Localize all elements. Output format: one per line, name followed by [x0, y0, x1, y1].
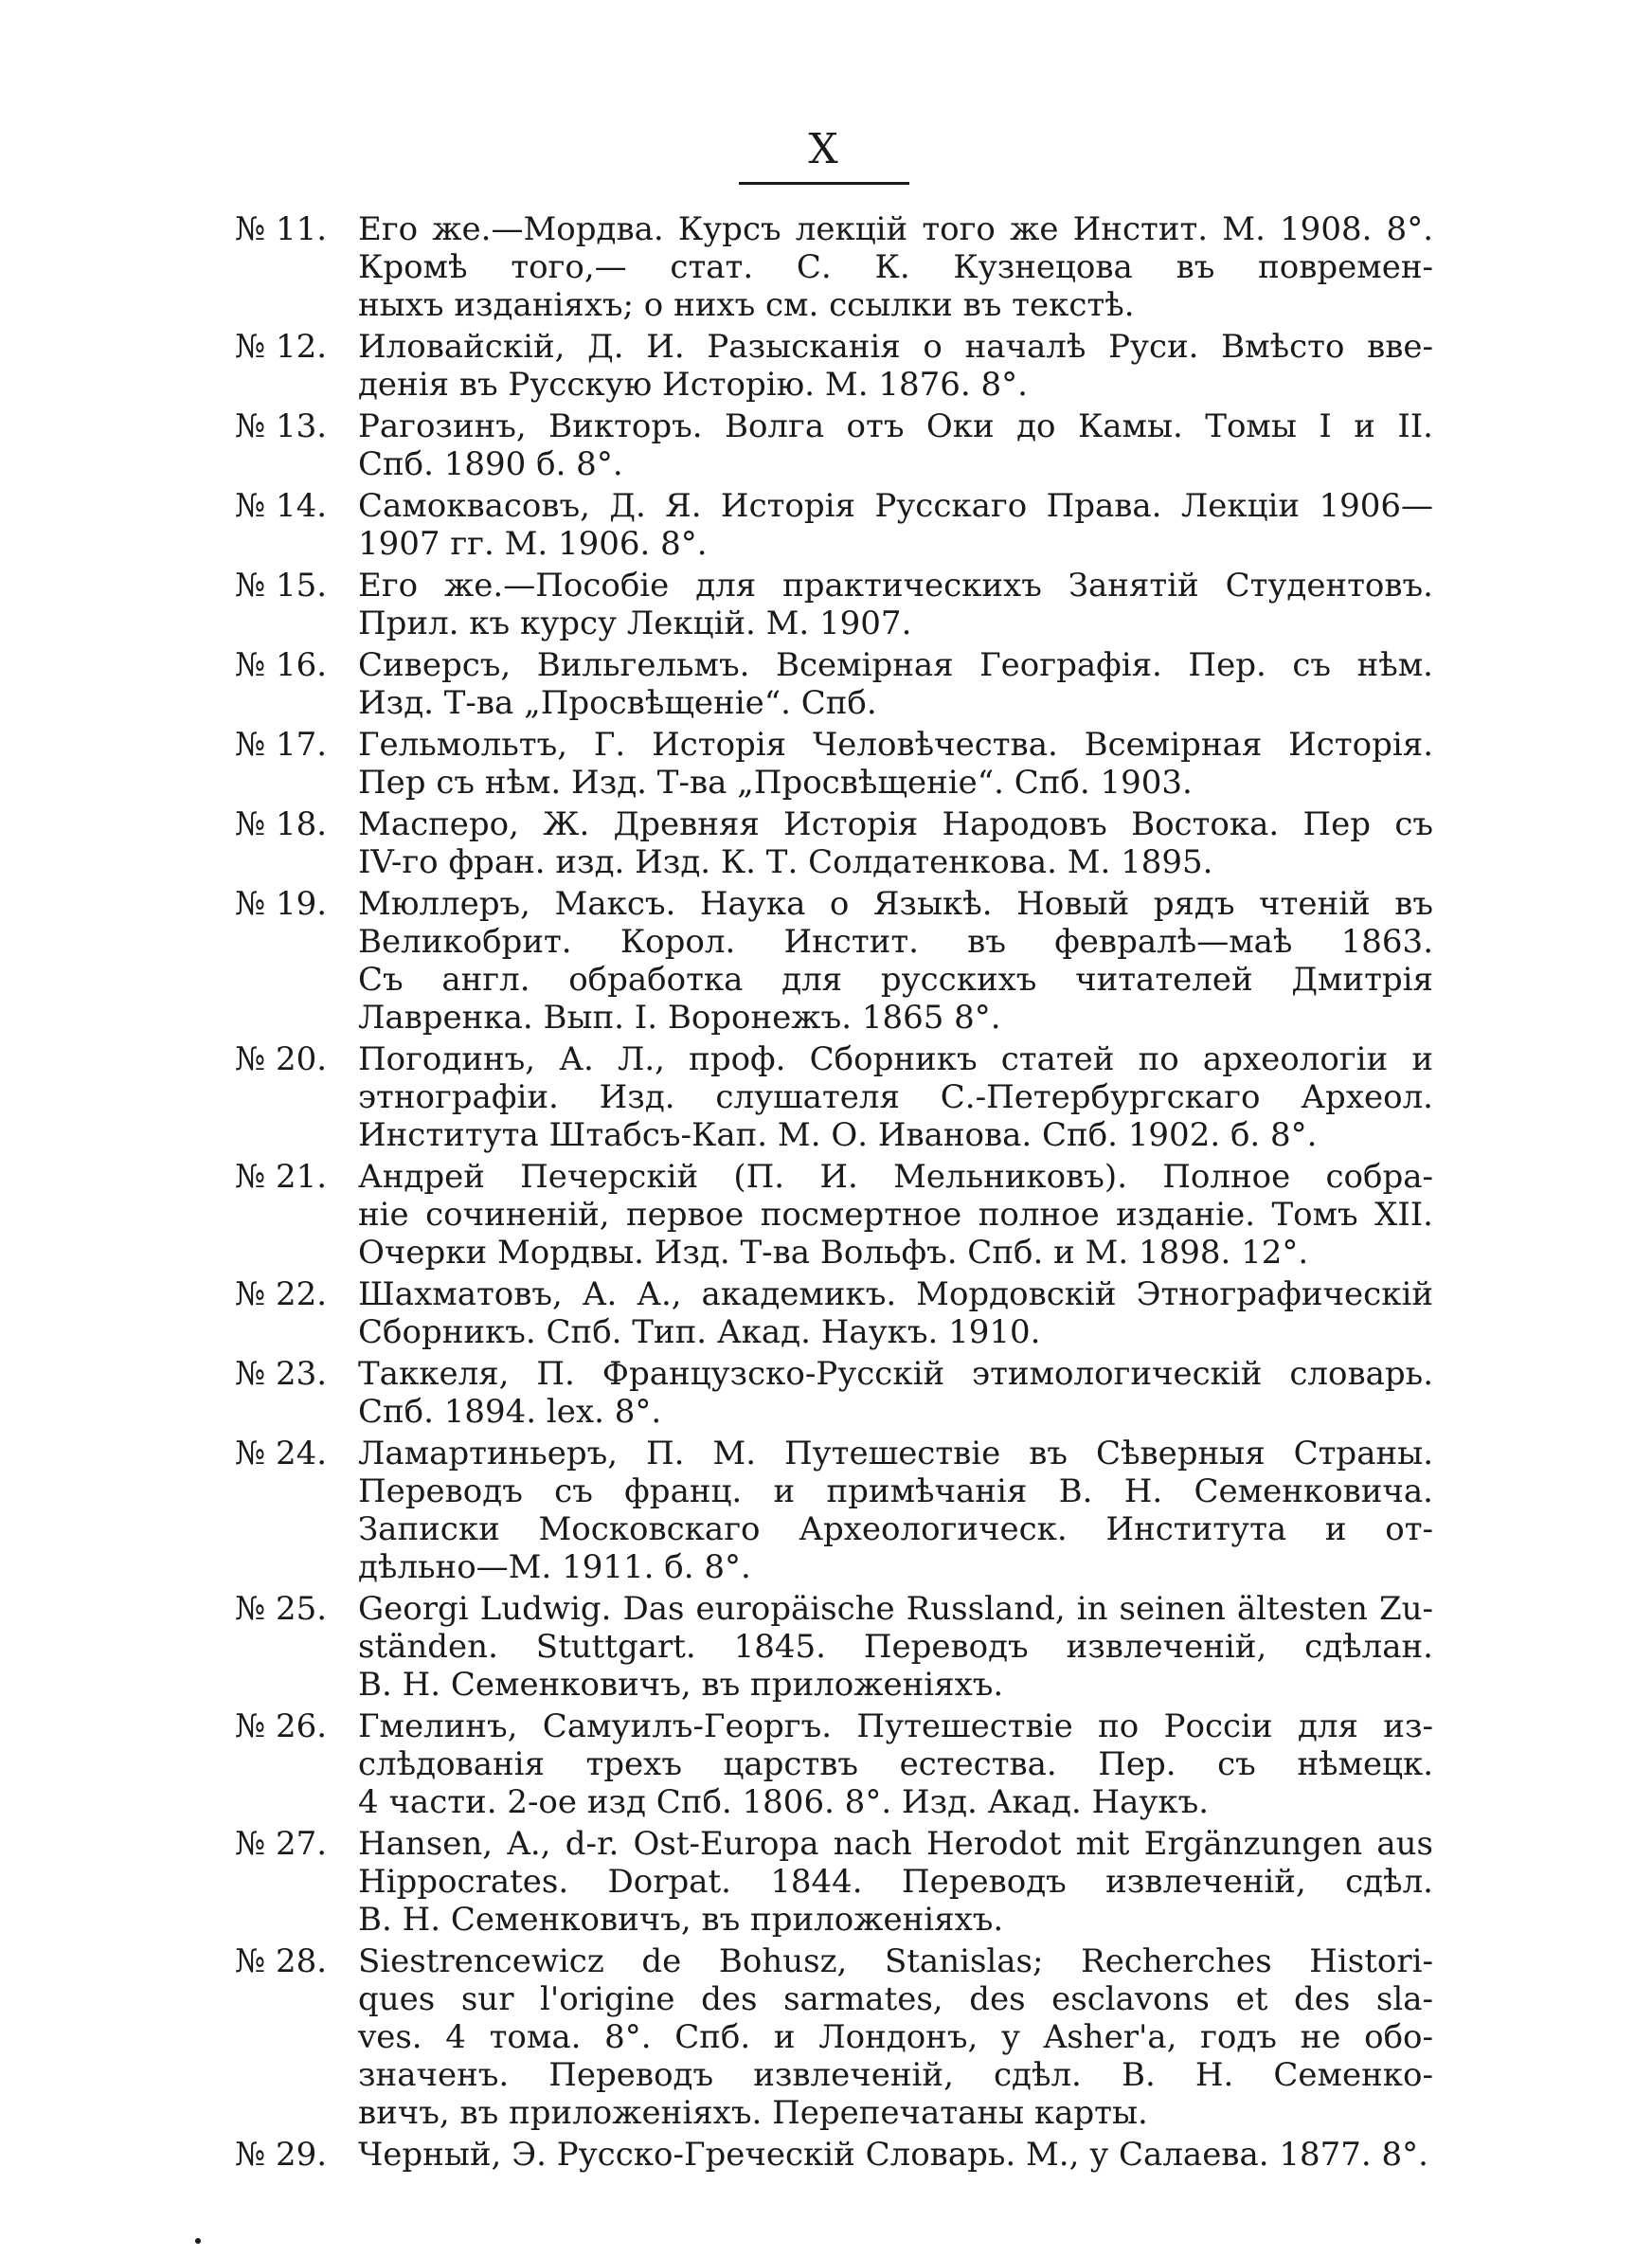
- bibliography-entry: [235, 210, 1433, 324]
- entry-line: Hippocrates. Dorpat. 1844. Переводъ извлеченій, сдѣл.: [358, 1863, 1433, 1901]
- bibliography-entry: [235, 1158, 1433, 1272]
- entry-line: Масперо, Ж. Древняя Исторія Народовъ Востока. Пер съ: [358, 805, 1433, 843]
- entry-line: Самоквасовъ, Д. Я. Исторія Русскаго Права. Лекціи 1906—: [358, 487, 1433, 525]
- bibliography-entry: [235, 328, 1433, 404]
- entry-line: Сборникъ. Спб. Тип. Акад. Наукъ. 1910.: [358, 1313, 1041, 1351]
- bibliography-entry: [235, 1942, 1433, 2132]
- entry-number: № 24.: [235, 1435, 328, 1472]
- header-rule: [739, 182, 909, 185]
- entry-line: Спб. 1890 б. 8°.: [358, 445, 623, 483]
- entry-line: Шахматовъ, А. А., академикъ. Мордовскій Этнографическій: [358, 1275, 1433, 1313]
- entry-number: № 18.: [235, 805, 328, 843]
- entry-number: № 14.: [235, 487, 328, 525]
- bibliography-entry: [235, 726, 1433, 802]
- entry-line: Его же.—Мордва. Курсъ лекцій того же Инстит. М. 1908. 8°.: [358, 210, 1433, 248]
- entry-line: 4 части. 2-ое изд Спб. 1806. 8°. Изд. Акад. Наукъ.: [358, 1783, 1210, 1821]
- entry-line: Мюллеръ, Максъ. Наука о Языкѣ. Новый рядъ чтеній въ: [358, 885, 1433, 923]
- entry-line: Ламартиньеръ, П. М. Путешествіе въ Сѣверныя Страны.: [358, 1435, 1433, 1472]
- bibliography-entry: [235, 805, 1433, 881]
- entry-number: № 12.: [235, 328, 328, 366]
- entry-line: Иловайскій, Д. И. Разысканія о началѣ Руси. Вмѣсто вве-: [358, 328, 1433, 366]
- entry-number: № 26.: [235, 1707, 328, 1745]
- entry-number: № 29.: [235, 2136, 328, 2174]
- entry-line: Института Штабсъ-Кап. М. О. Иванова. Спб. 1902. б. 8°.: [358, 1116, 1318, 1154]
- entry-line: Рагозинъ, Викторъ. Волга отъ Оки до Камы. Томы I и II.: [358, 407, 1433, 445]
- entry-line: Его же.—Пособіе для практическихъ Занятій Студентовъ.: [358, 567, 1433, 605]
- entry-line: Записки Московскаго Археологическ. Института и от-: [358, 1510, 1433, 1548]
- entry-number: № 27.: [235, 1825, 328, 1863]
- entry-number: № 20.: [235, 1040, 328, 1078]
- entry-line: IV-го фран. изд. Изд. К. Т. Солдатенкова. М. 1895.: [358, 843, 1213, 881]
- entry-line: Великобрит. Корол. Инстит. въ февралѣ—маѣ 1863.: [358, 923, 1433, 961]
- entry-line: Переводъ съ франц. и примѣчанія В. Н. Семенковича.: [358, 1472, 1433, 1510]
- entry-line: Лавренка. Вып. I. Воронежъ. 1865 8°.: [358, 999, 1001, 1037]
- entry-line: В. Н. Семенковичъ, въ приложеніяхъ.: [358, 1666, 1004, 1704]
- entry-line: Андрей Печерскій (П. И. Мельниковъ). Полное собра-: [358, 1158, 1433, 1196]
- entry-line: В. Н. Семенковичъ, въ приложеніяхъ.: [358, 1901, 1004, 1939]
- entry-number: № 22.: [235, 1275, 328, 1313]
- entry-number: № 25.: [235, 1590, 328, 1628]
- entry-line: Hansen, A., d-r. Ost-Europa nach Herodot mit Ergänzungen aus: [358, 1825, 1433, 1863]
- entry-line: вичъ, въ приложеніяхъ. Перепечатаны карты.: [358, 2094, 1148, 2132]
- entry-line: ныхъ изданіяхъ; о нихъ см. ссылки въ текстѣ.: [358, 286, 1135, 324]
- entry-line: Съ англ. обработка для русскихъ читателей Дмитрія: [358, 961, 1433, 999]
- entry-line: ніе сочиненій, первое посмертное полное изданіе. Томъ XII.: [358, 1196, 1433, 1234]
- entry-line: Погодинъ, А. Л., проф. Сборникъ статей по археологіи и: [358, 1040, 1433, 1078]
- entry-line: Прил. къ курсу Лекцій. М. 1907.: [358, 605, 912, 642]
- entry-number: № 15.: [235, 567, 328, 605]
- bibliography-entry: [235, 1707, 1433, 1821]
- entry-line: Таккеля, П. Французско-Русскій этимологическій словарь.: [358, 1355, 1433, 1393]
- bibliography-entry: [235, 1435, 1433, 1586]
- entry-line: дѣльно—М. 1911. б. 8°.: [358, 1548, 751, 1586]
- entry-number: № 23.: [235, 1355, 328, 1393]
- entry-line: Изд. Т-ва „Просвѣщеніе“. Спб.: [358, 684, 877, 722]
- entry-line: Georgi Ludwig. Das europäische Russland, in seinen ältesten Zu-: [358, 1590, 1433, 1628]
- bibliography-entry: [235, 1590, 1433, 1704]
- entry-number: № 16.: [235, 646, 328, 684]
- entry-line: Сиверсъ, Вильгельмъ. Всемірная Географія. Пер. съ нѣм.: [358, 646, 1433, 684]
- bibliography-entry: [235, 1355, 1433, 1431]
- entry-line: денія въ Русскую Исторію. М. 1876. 8°.: [358, 366, 1028, 404]
- entry-line: Очерки Мордвы. Изд. Т-ва Вольфъ. Спб. и М. 1898. 12°.: [358, 1234, 1309, 1272]
- margin-dot: [195, 2238, 201, 2244]
- entry-line: значенъ. Переводъ извлеченій, сдѣл. В. Н. Семенко-: [358, 2056, 1433, 2094]
- entry-number: № 11.: [235, 210, 328, 248]
- entry-line: слѣдованія трехъ царствъ естества. Пер. съ нѣмецк.: [358, 1745, 1433, 1783]
- bibliography-entry: [235, 1040, 1433, 1154]
- entry-line: ques sur l'origine des sarmates, des esclavons et des sla-: [358, 1980, 1433, 2018]
- entry-line: 1907 гг. М. 1906. 8°.: [358, 525, 708, 563]
- bibliography-entry: [235, 2136, 1433, 2174]
- entry-number: № 17.: [235, 726, 328, 764]
- entry-line: Гельмольтъ, Г. Исторія Человѣчества. Всемірная Исторія.: [358, 726, 1433, 764]
- entry-line: Siestrencewicz de Bohusz, Stanislas; Recherches Histori-: [358, 1942, 1433, 1980]
- bibliography-entry: [235, 1825, 1433, 1939]
- entry-line: этнографіи. Изд. слушателя С.-Петербургскаго Археол.: [358, 1078, 1433, 1116]
- bibliography-entry: [235, 646, 1433, 722]
- entry-line: ves. 4 тома. 8°. Спб. и Лондонъ, у Asher'а, годъ не обо-: [358, 2018, 1433, 2056]
- entry-line: ständen. Stuttgart. 1845. Переводъ извлеченій, сдѣлан.: [358, 1628, 1433, 1666]
- entry-line: Спб. 1894. lex. 8°.: [358, 1393, 662, 1431]
- bibliography-entry: [235, 487, 1433, 563]
- entry-line: Черный, Э. Русско-Греческій Словарь. М., у Салаева. 1877. 8°.: [358, 2136, 1428, 2174]
- bibliography-entry: [235, 567, 1433, 642]
- entry-line: Кромѣ того,— стат. С. К. Кузнецова въ повремен-: [358, 248, 1433, 286]
- entry-number: № 19.: [235, 885, 328, 923]
- entry-number: № 13.: [235, 407, 328, 445]
- bibliography-list: [235, 210, 1433, 2177]
- entry-number: № 21.: [235, 1158, 328, 1196]
- page-number: X: [808, 125, 840, 173]
- bibliography-entry: [235, 407, 1433, 483]
- entry-line: Пер съ нѣм. Изд. Т-ва „Просвѣщеніе“. Спб. 1903.: [358, 764, 1193, 802]
- bibliography-entry: [235, 885, 1433, 1037]
- bibliography-entry: [235, 1275, 1433, 1351]
- entry-line: Гмелинъ, Самуилъ-Георгъ. Путешествіе по Россіи для из-: [358, 1707, 1433, 1745]
- entry-number: № 28.: [235, 1942, 328, 1980]
